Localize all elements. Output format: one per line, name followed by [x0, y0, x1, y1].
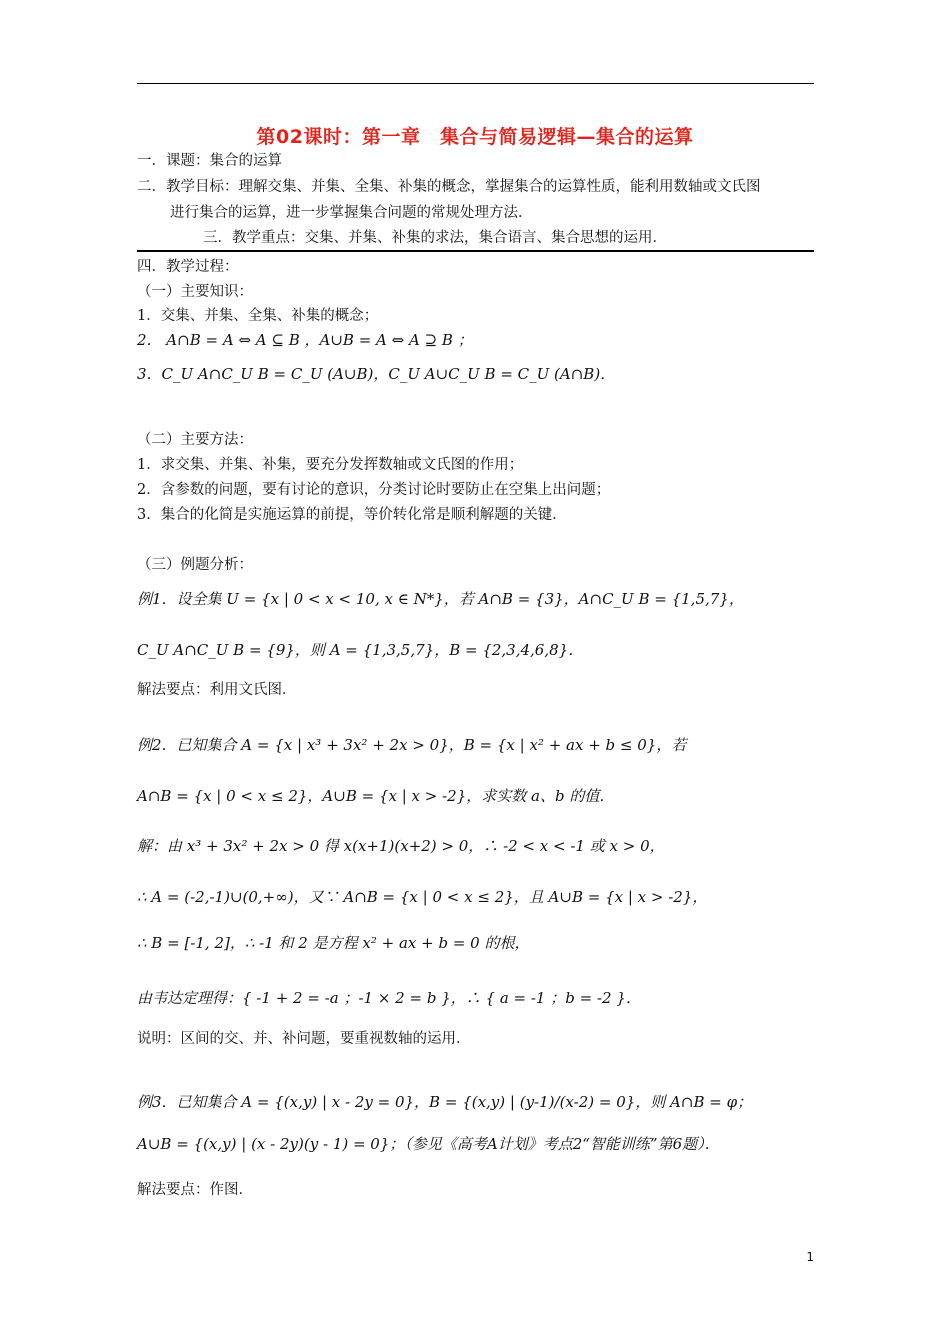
text-line: 解法要点：利用文氏图．: [137, 682, 297, 698]
text-line: 1．交集、并集、全集、补集的概念；: [137, 308, 379, 324]
text-line: （三）例题分析：: [137, 557, 253, 573]
text-line: （二）主要方法：: [137, 432, 253, 448]
page-number: 1: [806, 1250, 814, 1264]
math-line: A∩B = {x | 0 < x ≤ 2}，A∪B = {x | x > -2}，求实数 a、b 的值．: [137, 787, 615, 805]
text-line: 进行集合的运算，进一步掌握集合问题的常规处理方法．: [170, 205, 533, 221]
text-line: 三．教学重点：交集、并集、补集的求法，集合语言、集合思想的运用．: [203, 230, 667, 246]
document-title: 第02课时：第一章 集合与简易逻辑—集合的运算: [256, 126, 694, 148]
text-line: 二．教学目标：理解交集、并集、全集、补集的概念，掌握集合的运算性质，能利用数轴或文氏图: [137, 179, 761, 195]
math-line: ∴ B = [-1, 2]，∴ -1 和 2 是方程 x² + ax + b = 0 的根，: [137, 934, 530, 952]
text-line: 3．集合的化简是实施运算的前提，等价转化常是顺利解题的关键．: [137, 507, 567, 523]
math-line: 解：由 x³ + 3x² + 2x > 0 得 x(x+1)(x+2) > 0，∴ -2 < x < -1 或 x > 0，: [137, 837, 665, 855]
math-line: C_U A∩C_U B = {9}，则 A = {1,3,5,7}，B = {2,3,4,6,8}．: [137, 641, 584, 659]
math-line: 例2．已知集合 A = {x | x³ + 3x² + 2x > 0}，B = {x | x² + ax + b ≤ 0}，若: [137, 736, 687, 754]
text-line: （一）主要知识：: [137, 284, 253, 300]
math-line: 由韦达定理得：{ -1 + 2 = -a ；-1 × 2 = b }，∴ { a = -1 ；b = -2 }．: [137, 989, 641, 1007]
text-line: 四．教学过程：: [137, 259, 239, 275]
math-line: 2． A∩B = A ⇔ A ⊆ B ，A∪B = A ⇔ A ⊇ B ；: [137, 331, 473, 349]
math-line: A∪B = {(x,y) | (x - 2y)(y - 1) = 0}；（参见《高考A计划》考点2“智能训练”第6题）．: [137, 1135, 720, 1153]
math-line: 3．C_U A∩C_U B = C_U (A∪B)，C_U A∪C_U B = C_U (A∩B)．: [137, 365, 616, 383]
text-line: 1．求交集、并集、补集，要充分发挥数轴或文氏图的作用；: [137, 457, 524, 473]
text-line: 2．含参数的问题，要有讨论的意识，分类讨论时要防止在空集上出问题；: [137, 482, 611, 498]
section-rule: [137, 250, 814, 252]
text-line: 解法要点：作图．: [137, 1182, 253, 1198]
text-line: 一．课题：集合的运算: [137, 153, 282, 169]
math-line: ∴ A = (-2,-1)∪(0,+∞)，又∵ A∩B = {x | 0 < x ≤ 2}，且 A∪B = {x | x > -2}，: [137, 888, 708, 906]
text-line: 说明：区间的交、并、补问题，要重视数轴的运用．: [137, 1031, 471, 1047]
math-line: 例1．设全集 U = {x | 0 < x < 10, x ∈ N*}，若 A∩B = {3}，A∩C_U B = {1,5,7}，: [137, 590, 744, 608]
header-rule: [137, 83, 814, 84]
math-line: 例3．已知集合 A = {(x,y) | x - 2y = 0}，B = {(x,y) | (y-1)/(x-2) = 0}，则 A∩B = φ；: [137, 1093, 753, 1111]
